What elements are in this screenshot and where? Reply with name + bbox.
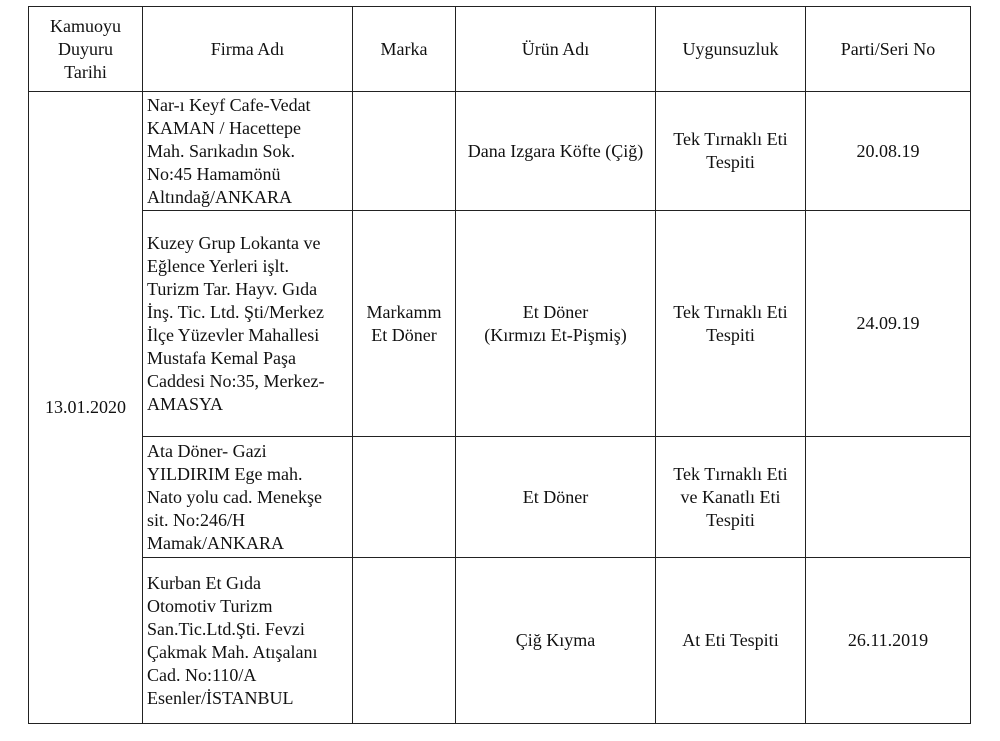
company-line: Cad. No:110/A (147, 664, 257, 685)
nonconformity-cell (656, 211, 806, 437)
company-cell (143, 211, 353, 437)
table-row (29, 211, 971, 437)
product-cell (456, 211, 656, 437)
recall-table (28, 6, 971, 724)
brand-cell (353, 92, 456, 211)
nonconformity-line: Tespiti (706, 509, 755, 530)
nonconformity-line: Tek Tırnaklı Eti (673, 301, 788, 322)
company-line: İnş. Tic. Ltd. Şti/Merkez (147, 301, 325, 322)
product-line: Çiğ Kıyma (515, 630, 596, 650)
nonconformity-line: At Eti Tespiti (682, 630, 779, 650)
company-line: Otomotiv Turizm (147, 595, 273, 616)
company-line: sit. No:246/H (147, 509, 246, 530)
company-line: KAMAN / Hacettepe (147, 117, 301, 138)
header-announcement-date (29, 7, 143, 92)
company-cell (143, 437, 353, 558)
header-row (29, 7, 971, 92)
company-line: Eğlence Yerleri işlt. (147, 255, 289, 276)
company-line: Mamak/ANKARA (147, 532, 284, 553)
company-line: İlçe Yüzevler Mahallesi (147, 324, 320, 345)
nonconformity-line: Tek Tırnaklı Eti (673, 129, 788, 149)
company-line: Kuzey Grup Lokanta ve (147, 232, 321, 253)
brand-cell (353, 558, 456, 724)
company-line: Mustafa Kemal Paşa (147, 347, 296, 368)
header-date-line: Kamuoyu (50, 15, 121, 36)
product-line: Et Döner (522, 486, 589, 507)
product-line: (Kırmızı Et-Pişmiş) (484, 324, 627, 345)
nonconformity-cell (656, 437, 806, 558)
company-line: AMASYA (147, 393, 224, 414)
company-line: Turizm Tar. Hayv. Gıda (147, 278, 318, 299)
table-row (29, 437, 971, 558)
header-date-line: Duyuru (58, 38, 113, 59)
company-line: Caddesi No:35, Merkez- (147, 370, 325, 391)
company-cell (143, 92, 353, 211)
product-line: Dana Izgara Köfte (Çiğ) (467, 140, 644, 161)
company-line: Çakmak Mah. Atışalanı (147, 641, 318, 662)
nonconformity-line: Tespiti (706, 324, 755, 345)
batch-cell (806, 437, 971, 558)
company-line: San.Tic.Ltd.Şti. Fevzi (147, 618, 305, 639)
nonconformity-cell (656, 558, 806, 724)
nonconformity-line: ve Kanatlı Eti (680, 486, 781, 507)
company-line: Mah. Sarıkadın Sok. (147, 140, 295, 161)
company-line: Nar-ı Keyf Cafe-Vedat (147, 94, 311, 115)
company-cell (143, 558, 353, 724)
company-line: Kurban Et Gıda (147, 572, 261, 593)
brand-line: Markamm (366, 301, 442, 322)
header-product-name: Ürün Adı (456, 7, 656, 92)
company-line: Esenler/İSTANBUL (147, 687, 294, 708)
header-company-name: Firma Adı (143, 7, 353, 92)
header-batch-no: Parti/Seri No (806, 7, 971, 92)
company-line: No:45 Hamamönü (147, 163, 281, 184)
product-cell (456, 558, 656, 724)
table-row (29, 558, 971, 724)
brand-line: Et Döner (371, 324, 437, 345)
announcement-date-cell: 13.01.2020 (29, 92, 143, 724)
header-date-line: Tarihi (64, 61, 107, 82)
batch-cell: 24.09.19 (806, 211, 971, 437)
company-line: Nato yolu cad. Menekşe (147, 486, 322, 507)
nonconformity-cell (656, 92, 806, 211)
nonconformity-line: Tek Tırnaklı Eti (673, 463, 788, 484)
company-line: Ata Döner- Gazi (147, 440, 267, 461)
company-line: YILDIRIM Ege mah. (147, 463, 303, 484)
company-line: Altındağ/ANKARA (147, 186, 292, 207)
batch-cell: 20.08.19 (806, 92, 971, 211)
header-brand: Marka (353, 7, 456, 92)
header-nonconformity: Uygunsuzluk (656, 7, 806, 92)
nonconformity-line: Tespiti (706, 152, 755, 172)
brand-cell (353, 211, 456, 437)
product-cell (456, 437, 656, 558)
product-cell (456, 92, 656, 211)
batch-cell: 26.11.2019 (806, 558, 971, 724)
table-row (29, 92, 971, 211)
brand-cell (353, 437, 456, 558)
product-line: Et Döner (522, 301, 589, 322)
